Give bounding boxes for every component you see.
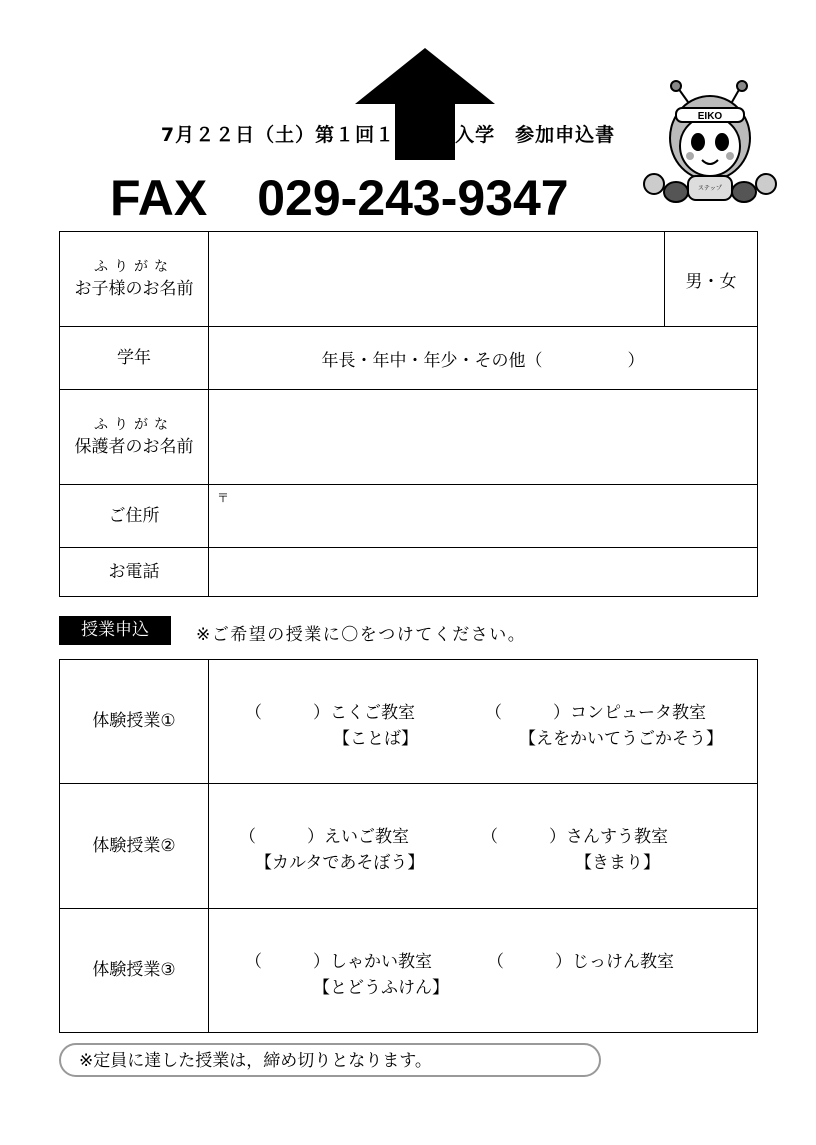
- parent-name-field[interactable]: [209, 390, 758, 485]
- lesson-row: [60, 660, 758, 784]
- fax-number: FAX 029-243-9347: [110, 170, 569, 226]
- lesson-choice-sub: 【カルタであそぼう】: [255, 853, 425, 873]
- lesson-choices: [209, 660, 758, 784]
- lesson-label: 体験授業③: [60, 909, 209, 1033]
- lesson-choice[interactable]: （ ）しゃかい教室: [245, 952, 432, 972]
- child-name-row: [60, 232, 758, 327]
- mascot-shirt-label: ステップ: [698, 185, 722, 192]
- lesson-choices: [209, 909, 758, 1033]
- form-title: 7月２２日（土）第１回１日体験入学 参加申込書: [160, 124, 616, 146]
- child-name-field[interactable]: [209, 232, 665, 327]
- application-form-table: [59, 231, 758, 597]
- lesson-choice-sub: 【ことば】: [333, 729, 418, 749]
- phone-label: お電話: [60, 548, 209, 597]
- footer-note: ※定員に達した授業は，締め切りとなります。: [59, 1043, 601, 1077]
- grade-row: [60, 327, 758, 390]
- lesson-choice[interactable]: （ ）じっけん教室: [487, 952, 674, 972]
- lesson-label: 体験授業①: [60, 660, 209, 784]
- phone-field[interactable]: [209, 548, 758, 597]
- furigana-label: ふりがな: [94, 258, 174, 275]
- furigana-label: ふりがな: [94, 416, 174, 433]
- lesson-choices: [209, 784, 758, 909]
- lesson-choice-sub: 【とどうふけん】: [313, 978, 449, 998]
- lesson-row: [60, 909, 758, 1033]
- section-note: ※ご希望の授業に〇をつけてください。: [196, 625, 527, 645]
- lesson-choice[interactable]: （ ）えいご教室: [239, 827, 409, 847]
- lesson-choice-sub: 【えをかいてうごかそう】: [519, 729, 723, 749]
- parent-name-label-cell: [60, 390, 209, 485]
- child-name-label: お子様のお名前: [74, 278, 194, 299]
- lesson-choice[interactable]: （ ）コンピュータ教室: [485, 703, 706, 723]
- mascot-label: EIKO: [697, 111, 723, 122]
- lesson-choice-sub: 【きまり】: [575, 853, 660, 873]
- lesson-selection-table: [59, 659, 758, 1033]
- sex-options[interactable]: 男・女: [665, 232, 758, 327]
- address-field[interactable]: [209, 485, 758, 548]
- lesson-row: [60, 784, 758, 909]
- grade-label: 学年: [60, 327, 209, 390]
- grade-options[interactable]: 年長・年中・年少・その他（ ）: [209, 327, 758, 390]
- parent-name-label: 保護者のお名前: [74, 436, 194, 457]
- address-label: ご住所: [60, 485, 209, 548]
- lesson-label: 体験授業②: [60, 784, 209, 909]
- child-name-label-cell: [60, 232, 209, 327]
- parent-name-row: [60, 390, 758, 485]
- postal-mark: 〒: [217, 491, 230, 505]
- phone-row: [60, 548, 758, 597]
- lesson-choice[interactable]: （ ）さんすう教室: [481, 827, 668, 847]
- eiko-mascot-icon: [640, 80, 780, 210]
- lesson-choice[interactable]: （ ）こくご教室: [245, 703, 415, 723]
- address-row: [60, 485, 758, 548]
- section-tag: 授業申込: [59, 616, 171, 645]
